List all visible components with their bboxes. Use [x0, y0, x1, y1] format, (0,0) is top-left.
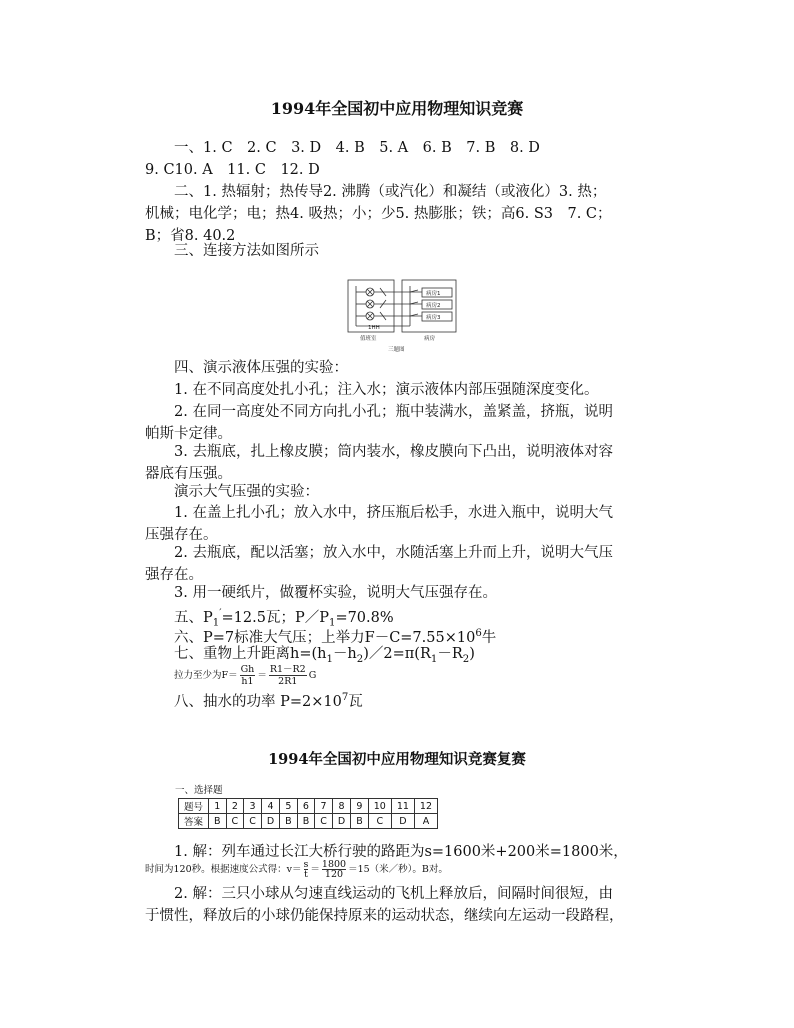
sec5-part2: =12.5瓦；P／P [221, 609, 329, 626]
sec6-part: 六、P=7标准大气压；上举力F－C=7.55×10 [174, 629, 476, 646]
sec5-sup: ′ [219, 608, 222, 619]
battery-label: 1HH [368, 325, 380, 331]
atm-item1-cont: 压强存在。 [145, 527, 218, 543]
table-cell-answer: B [351, 814, 369, 829]
table-cell-answer: D [332, 814, 350, 829]
table-cell-answer: C [244, 814, 262, 829]
sec8-part: 八、抽水的功率 P=2×10 [174, 693, 342, 710]
q1-frac1-den: t [304, 869, 308, 880]
table-cell-answer: C [226, 814, 244, 829]
table-cell-number: 11 [391, 799, 414, 814]
q1-small-text2: ＝15（米／秒）。B对。 [348, 863, 448, 875]
table-cell-number: 5 [280, 799, 298, 814]
section4-item2-cont: 帕斯卡定律。 [145, 426, 232, 442]
atm-heading: 演示大气压强的实验： [174, 484, 319, 500]
row-head-answer: 答案 [179, 814, 209, 829]
table-cell-number: 8 [332, 799, 350, 814]
section4-item3-cont: 器底有压强。 [145, 466, 232, 482]
row-head-number: 题号 [179, 799, 209, 814]
section4-item2: 2. 在同一高度处不同方向扎小孔；瓶中装满水，盖紧盖，挤瓶，说明 [174, 404, 613, 420]
table-cell-answer: D [391, 814, 414, 829]
answer-table [178, 798, 438, 829]
table-cell-answer: C [368, 814, 391, 829]
fraction-1 [240, 664, 256, 687]
page-title: 1994年全国初中应用物理知识竞赛 [270, 99, 524, 118]
sec7-p4: －R [437, 646, 463, 662]
table-cell-answer: D [261, 814, 279, 829]
sec8-sup: 7 [341, 692, 349, 703]
table-cell-answer: B [280, 814, 298, 829]
q1-solution-small [145, 860, 448, 879]
section1-answers-cont: 9. C10. A 11. C 12. D [145, 162, 320, 178]
sec7-s4: 2 [462, 653, 470, 665]
sec5-part: 五、P [174, 609, 213, 626]
table-cell-number: 4 [261, 799, 279, 814]
table-cell-answer: B [297, 814, 315, 829]
table-cell-answer: A [414, 814, 437, 829]
section2-answers-cont: 机械；电化学；电；热4. 吸热；小；少5. 热膨胀；铁；高6. S3 7. C； [145, 206, 612, 222]
sec7-p1: 七、重物上升距离h=(h [174, 646, 327, 662]
second-title: 1994年全国初中应用物理知识竞赛复赛 [268, 751, 526, 768]
q1-frac2-den: 120 [324, 869, 344, 880]
ward-label: 病房 [424, 336, 436, 342]
formula-prefix: 拉力至少为F＝ [174, 670, 238, 681]
choice-section-label: 一、选择题 [175, 785, 223, 796]
q1-solution: 1. 解：列车通过长江大桥行驶的路距为s=1600米+200米=1800米， [174, 844, 628, 860]
table-row-answers [179, 814, 438, 829]
section2-answers-cont2: B；省8. 40.2 [145, 228, 236, 244]
sec7-p2: －h [332, 646, 357, 662]
table-cell-number: 7 [315, 799, 333, 814]
section1-answers: 一、1. C 2. C 3. D 4. B 5. A 6. B 7. B 8. D [174, 140, 540, 156]
q1-frac1-num: s [303, 859, 309, 870]
formula-suffix: G [308, 670, 317, 681]
section8-answer [174, 688, 363, 712]
sec8-unit: 瓦 [348, 693, 363, 710]
table-cell-answer: C [315, 814, 333, 829]
duty-room-label: 值班室 [360, 336, 377, 342]
sec6-sup: 6 [475, 628, 482, 639]
table-cell-number: 10 [368, 799, 391, 814]
atm-item2-cont: 强存在。 [145, 567, 203, 583]
atm-item3: 3. 用一硬纸片，做覆杯实验，说明大气压强存在。 [174, 585, 497, 601]
q1-fraction-1 [304, 860, 309, 879]
atm-item2: 2. 去瓶底，配以活塞；放入水中，水随活塞上升而上升，说明大气压 [174, 545, 613, 561]
sec7-s2: 2 [356, 653, 364, 665]
atm-item1: 1. 在盖上扎小孔；放入水中，挤压瓶后松手，水进入瓶中，说明大气 [174, 505, 613, 521]
ward3-label: 病房3 [426, 315, 441, 321]
section4-heading: 四、演示液体压强的实验： [174, 360, 348, 376]
section3-heading: 三、连接方法如图所示 [174, 243, 319, 259]
q1-eq: ＝ [310, 863, 320, 875]
ward2-label: 病房2 [426, 303, 441, 309]
ward1-label: 病房1 [426, 291, 441, 297]
sec7-s1: 1 [326, 653, 333, 665]
q1-frac2-num: 1800 [321, 859, 347, 870]
formula-eq: ＝ [257, 670, 267, 681]
section4-item3: 3. 去瓶底，扎上橡皮膜；筒内装水，橡皮膜向下凸出，说明液体对容 [174, 444, 613, 460]
sec7-p5: ) [469, 646, 475, 662]
fraction-2-num: R1－R2 [269, 664, 306, 675]
circuit-figure [346, 278, 458, 354]
q2-solution: 2. 解：三只小球从匀速直线运动的飞机上释放后，间隔时间很短，由 [174, 886, 613, 902]
section2-answers: 二、1. 热辐射；热传导2. 沸腾（或汽化）和凝结（或液化）3. 热； [174, 184, 607, 200]
sec5-part3: =70.8% [335, 609, 394, 626]
sec5-sub: 1 [212, 617, 220, 629]
table-cell-number: 2 [226, 799, 244, 814]
table-cell-number: 12 [414, 799, 437, 814]
fraction-1-num: Gh [240, 664, 255, 675]
table-cell-number: 9 [351, 799, 369, 814]
table-cell-answer: B [209, 814, 227, 829]
table-cell-number: 6 [297, 799, 315, 814]
figure-caption: 三题图 [388, 347, 405, 353]
table-cell-number: 3 [244, 799, 262, 814]
fraction-1-den: h1 [241, 676, 254, 687]
section7-formula [174, 664, 316, 687]
fraction-2-den: 2R1 [278, 676, 298, 687]
sec6-unit: 牛 [481, 629, 497, 646]
sec7-p3: )／2=π(R [363, 646, 431, 662]
q1-fraction-2 [322, 860, 346, 879]
sec7-s3: 1 [430, 653, 438, 665]
q1-small-text: 时间为120秒。根据速度公式得：v＝ [145, 863, 302, 875]
q2-solution-cont: 于惯性，释放后的小球仍能保持原来的运动状态，继续向左运动一段路程， [145, 908, 624, 924]
sec5-sub2: 1 [328, 617, 336, 629]
table-row-numbers [179, 799, 438, 814]
table-cell-number: 1 [209, 799, 227, 814]
section4-item1: 1. 在不同高度处扎小孔；注入水；演示液体内部压强随深度变化。 [174, 382, 599, 398]
fraction-2 [269, 664, 307, 687]
